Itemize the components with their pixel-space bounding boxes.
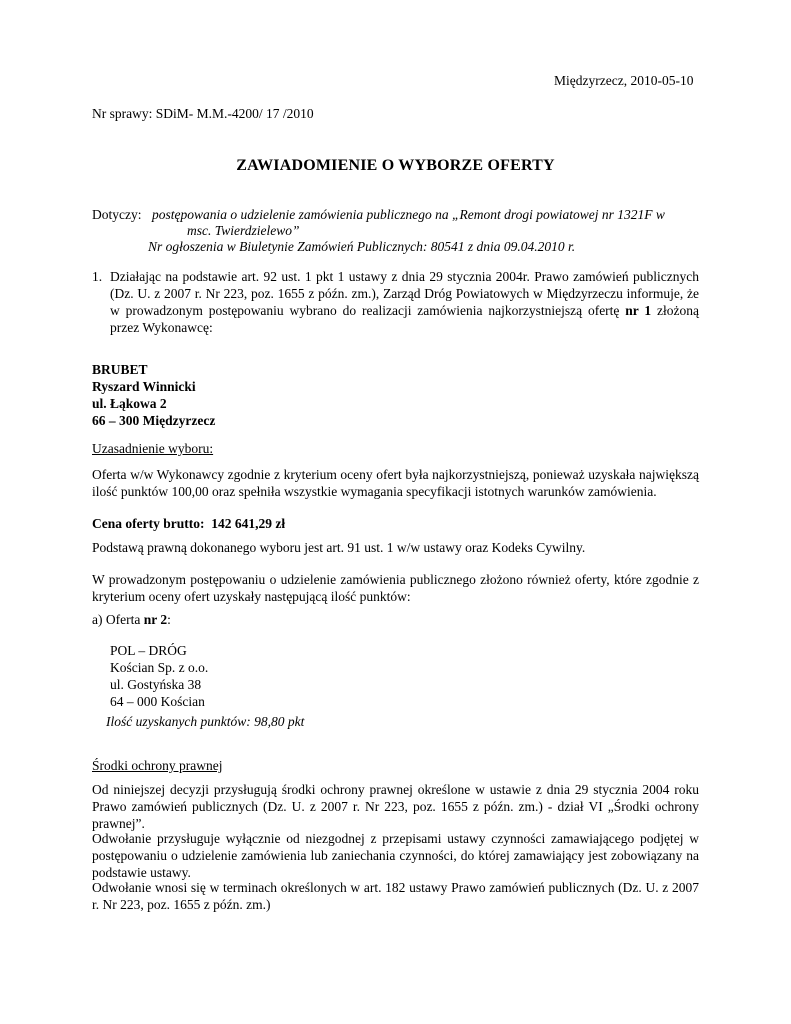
legal-remedies-paragraph-3: Odwołanie wnosi się w terminach określonych w art. 182 ustawy Prawo zamówień publicznych (Dz. U. z 2007 r. Nr 223, poz. 1655 z późn. zm.) (92, 880, 699, 912)
point-1-ending: złożoną przez Wykonawcę: (110, 303, 700, 335)
winner-street: ul. Łąkowa 2 (92, 396, 167, 411)
justification-heading: Uzasadnienie wyboru: (92, 441, 214, 456)
winner-address-block (92, 361, 215, 429)
point-1-body: Działając na podstawie art. 92 ust. 1 pkt 1 ustawy z dnia 29 stycznia 2004r. Prawo zamówień publicznych (Dz. U. z 2007 r. Nr 223, poz. 1655 z późn. zm.), Zarząd Dróg Powiatowych w Międzyrzeczu informuje, że w prowadzonym postępowaniu wybrano do realizacji zamówienia najkorzystniejszą ofertę (110, 269, 699, 318)
place-and-date: Międzyrzecz, 2010-05-10 (554, 73, 694, 88)
concerns-line-2: msc. Twierdzielewo” (187, 223, 300, 238)
winner-name: BRUBET (92, 362, 148, 377)
point-1-text (110, 268, 699, 336)
point-1-number: 1. (92, 269, 103, 284)
offer-2-name: POL – DRÓG (110, 643, 187, 658)
legal-remedies-paragraph-2: Odwołanie przysługuje wyłącznie od niezgodnej z przepisami ustawy czynności zamawiającego podjętej w postępowaniu o udzielenie zamówienia lub zaniechania czynności, do której zamawiający jest zobowiązany na podstawie ustawy. (92, 831, 699, 880)
offer-2-street: ul. Gostyńska 38 (110, 677, 202, 692)
winner-city: 66 – 300 Międzyrzecz (92, 413, 216, 428)
offer-2-label (92, 611, 171, 628)
concerns-label: Dotyczy: (92, 207, 142, 222)
other-offers-intro: W prowadzonym postępowaniu o udzielenie zamówienia publicznego złożono również oferty, które zgodnie z kryterium oceny ofert uzyskały następującą ilość punktów: (92, 572, 699, 604)
gross-price-value: 142 641,29 zł (211, 516, 286, 531)
winner-owner: Ryszard Winnicki (92, 379, 196, 394)
offer-2-city: 64 – 000 Kościan (110, 694, 205, 709)
concerns-line-1: postępowania o udzielenie zamówienia publicznego na „Remont drogi powiatowej nr 1321F w (152, 207, 665, 222)
document-title: ZAWIADOMIENIE O WYBORZE OFERTY (236, 157, 555, 174)
offer-label-prefix: a) Oferta (92, 612, 144, 627)
legal-remedies-heading: Środki ochrony prawnej (92, 758, 223, 773)
legal-basis: Podstawą prawną dokonanego wyboru jest art. 91 ust. 1 w/w ustawy oraz Kodeks Cywilny. (92, 540, 586, 555)
offer-2-number: nr 2 (143, 612, 168, 627)
justification-text: Oferta w/w Wykonawcy zgodnie z kryterium oceny ofert była najkorzystniejszą, ponieważ uzyskała największą ilość punktów 100,00 oraz spełniła wszystkie wymagania specyfikacji istotnych warunków zamówienia. (92, 467, 699, 499)
offer-2-company: Kościan Sp. z o.o. (110, 660, 209, 675)
offer-2-points: Ilość uzyskanych punktów: 98,80 pkt (106, 714, 305, 729)
legal-remedies-paragraph-1: Od niniejszej decyzji przysługują środki ochrony prawnej określone w ustawie z dnia 29 stycznia 2004 roku Prawo zamówień publicznych (Dz. U. z 2007 r. Nr 223, poz. 1655 z późn. zm.) - dział VI „Środki ochrony prawnej”. (92, 782, 699, 831)
tender-notice-number: Nr ogłoszenia w Biuletynie Zamówień Publicznych: 80541 z dnia 09.04.2010 r. (148, 239, 576, 254)
selected-offer-number: nr 1 (625, 303, 652, 318)
case-number: Nr sprawy: SDiM- M.M.-4200/ 17 /2010 (92, 106, 314, 121)
offer-2-address-block (110, 642, 208, 710)
gross-price-label: Cena oferty brutto: (92, 516, 205, 531)
offer-label-suffix: : (167, 612, 171, 627)
gross-price (92, 515, 285, 532)
